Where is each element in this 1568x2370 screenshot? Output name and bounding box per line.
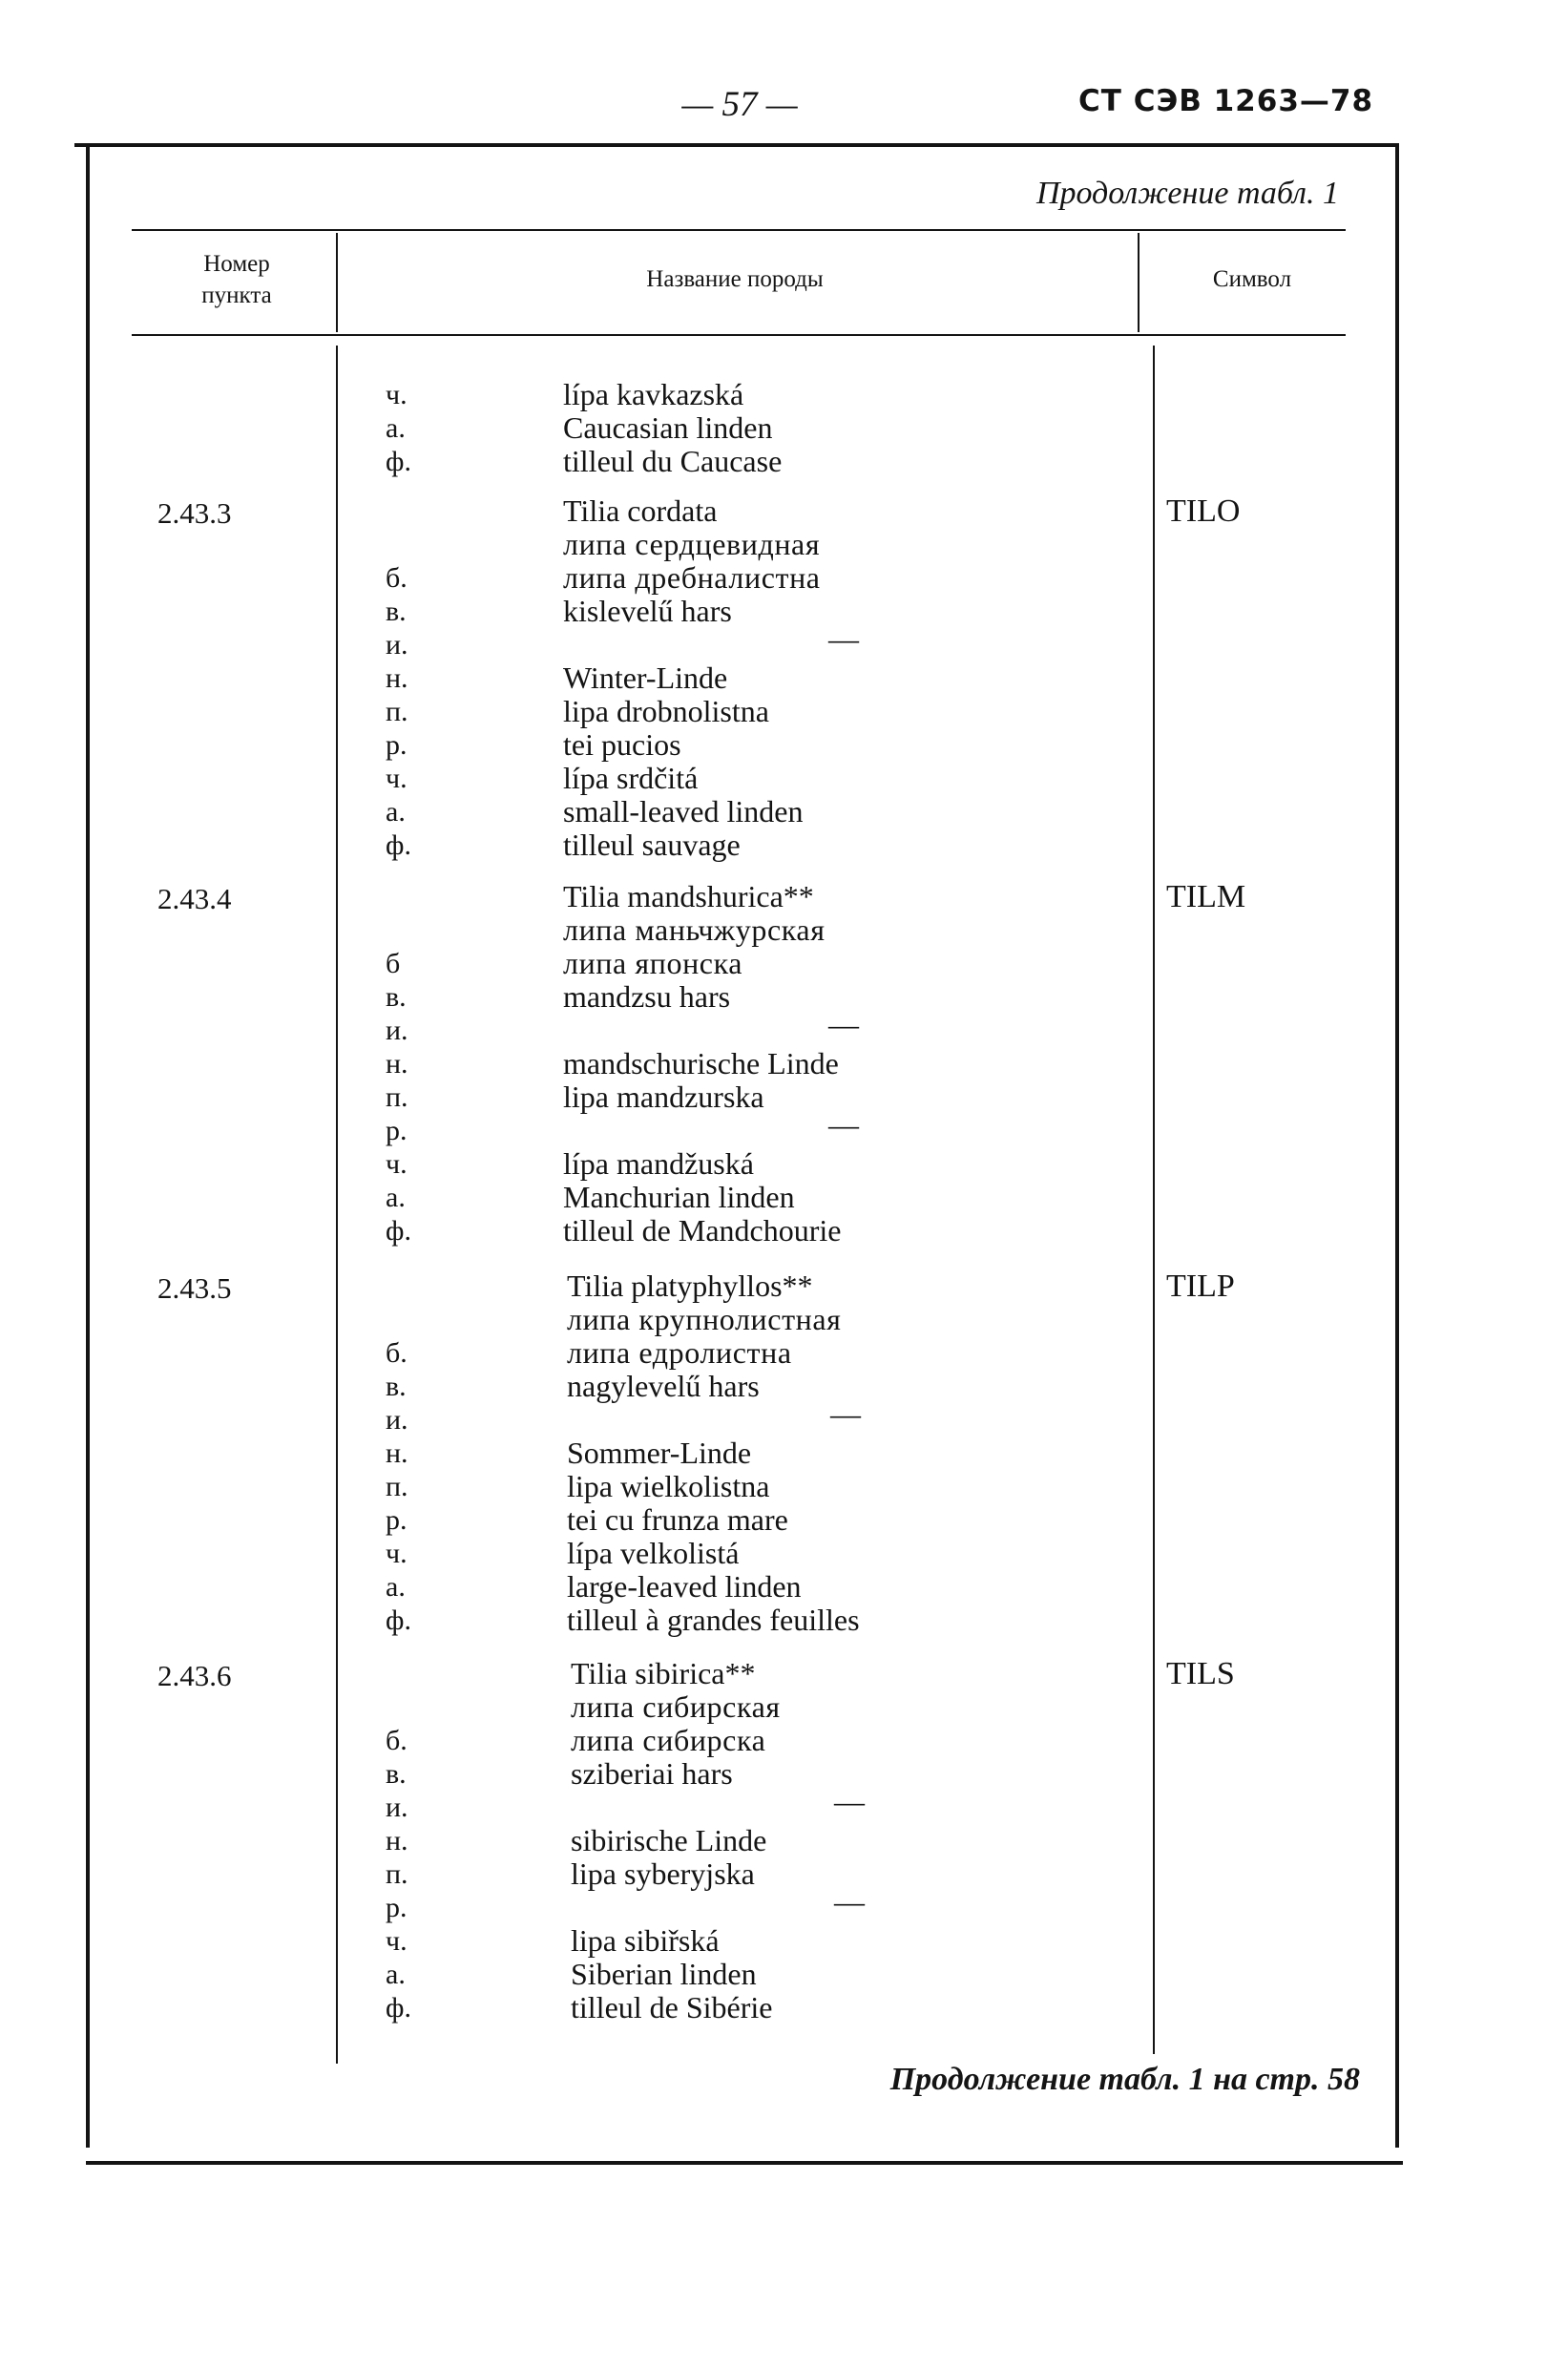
species-name: lipa sibiřská (571, 1923, 720, 1958)
right-frame-rule (1395, 143, 1399, 2148)
species-symbol: TILS (1166, 1656, 1235, 1691)
species-symbol: TILP (1166, 1269, 1235, 1304)
language-abbreviation: и. (386, 629, 408, 661)
species-name: sziberiai hars (571, 1756, 733, 1791)
standard-code: СТ СЭВ 1263—78 (1078, 84, 1374, 118)
species-name: kislevelű hars (563, 594, 732, 628)
table-header-bottom-rule (132, 334, 1346, 336)
language-abbreviation: а. (386, 1182, 406, 1213)
bottom-rule (86, 2161, 1403, 2165)
table-header-top-rule (132, 229, 1346, 231)
species-name: sibirische Linde (571, 1823, 767, 1857)
table-continuation-note: Продолжение табл. 1 на стр. 58 (889, 2062, 1360, 2097)
species-name: mandzsu hars (563, 979, 731, 1014)
header-divider-1 (336, 233, 338, 332)
language-abbreviation: п. (386, 696, 408, 727)
species-name: lipa drobnolistna (563, 694, 769, 728)
species-name: lípa srdčitá (563, 761, 699, 795)
left-frame-rule (86, 143, 90, 2148)
language-abbreviation: н. (386, 1825, 408, 1856)
language-abbreviation: р. (386, 729, 408, 761)
species-symbol: TILM (1166, 879, 1246, 914)
latin-name: Tilia cordata (563, 493, 718, 528)
species-symbol: TILO (1166, 493, 1241, 529)
no-name-dash: — (828, 1007, 859, 1041)
no-name-dash: — (834, 1884, 865, 1919)
species-name: tilleul sauvage (563, 828, 741, 862)
species-name: липа едролистна (567, 1335, 792, 1370)
language-abbreviation: ч. (386, 1148, 408, 1180)
item-number: 2.43.4 (157, 882, 232, 915)
species-name: lipa wielkolistna (567, 1469, 770, 1503)
language-abbreviation: б. (386, 1725, 408, 1756)
item-number: 2.43.5 (157, 1271, 232, 1305)
language-abbreviation: ч. (386, 379, 408, 410)
species-name: lipa mandzurska (563, 1080, 764, 1114)
no-name-dash: — (834, 1784, 865, 1818)
language-abbreviation: п. (386, 1471, 408, 1502)
table-continuation-heading: Продолжение табл. 1 (1035, 176, 1339, 211)
language-abbreviation: б (386, 948, 401, 979)
species-name: Siberian linden (571, 1957, 757, 1991)
species-name: tei cu frunza mare (567, 1502, 788, 1537)
language-abbreviation: а. (386, 412, 406, 444)
species-name: Caucasian linden (563, 410, 773, 445)
russian-name: липа сибирская (571, 1689, 781, 1724)
species-name: липа дребналистна (563, 560, 821, 595)
language-abbreviation: н. (386, 1437, 408, 1469)
species-name: липа сибирска (571, 1723, 766, 1757)
language-abbreviation: н. (386, 662, 408, 694)
language-abbreviation: р. (386, 1115, 408, 1146)
language-abbreviation: б. (386, 562, 408, 594)
russian-name: липа крупнолистная (567, 1302, 842, 1336)
species-name: Winter-Linde (563, 661, 728, 695)
russian-name: липа маньчжурская (563, 912, 826, 947)
language-abbreviation: р. (386, 1892, 408, 1923)
species-name: tilleul du Caucase (563, 444, 783, 478)
language-abbreviation: ч. (386, 1538, 408, 1569)
column-header-symbol: Символ (1212, 266, 1292, 292)
no-name-dash: — (828, 1107, 859, 1142)
russian-name: липа сердцевидная (563, 527, 821, 561)
top-rule (74, 143, 1396, 147)
language-abbreviation: и. (386, 1792, 408, 1823)
language-abbreviation: а. (386, 796, 406, 828)
item-number: 2.43.3 (157, 496, 232, 530)
page-number: — 57 — (681, 85, 798, 124)
language-abbreviation: в. (386, 981, 407, 1013)
species-name: tilleul de Sibérie (571, 1990, 773, 2024)
language-abbreviation: б. (386, 1337, 408, 1369)
language-abbreviation: ф. (386, 1604, 411, 1636)
language-abbreviation: ф. (386, 1992, 411, 2024)
language-abbreviation: п. (386, 1081, 408, 1113)
language-abbreviation: ч. (386, 1925, 408, 1957)
language-abbreviation: в. (386, 1758, 407, 1790)
item-number: 2.43.6 (157, 1659, 232, 1692)
language-abbreviation: а. (386, 1959, 406, 1990)
body-divider-2 (1153, 346, 1155, 2054)
species-name: lípa kavkazská (563, 377, 744, 411)
species-name: tilleul de Mandchourie (563, 1213, 842, 1248)
language-abbreviation: ф. (386, 829, 411, 861)
species-name: mandschurische Linde (563, 1046, 839, 1080)
species-name: small-leaved linden (563, 794, 804, 828)
species-name: Sommer-Linde (567, 1436, 752, 1470)
column-header-name: Название породы (646, 266, 824, 292)
language-abbreviation: в. (386, 596, 407, 627)
species-name: Manchurian linden (563, 1180, 795, 1214)
no-name-dash: — (830, 1396, 861, 1431)
header-divider-2 (1138, 233, 1139, 332)
language-abbreviation: п. (386, 1858, 408, 1890)
language-abbreviation: р. (386, 1504, 408, 1536)
language-abbreviation: и. (386, 1404, 408, 1436)
language-abbreviation: н. (386, 1048, 408, 1080)
no-name-dash: — (828, 621, 859, 656)
species-name: nagylevelű hars (567, 1369, 760, 1403)
species-name: lípa mandžuská (563, 1146, 754, 1181)
latin-name: Tilia mandshurica** (563, 879, 814, 913)
language-abbreviation: в. (386, 1371, 407, 1402)
species-name: large-leaved linden (567, 1569, 802, 1604)
species-name: lípa velkolistá (567, 1536, 740, 1570)
language-abbreviation: а. (386, 1571, 406, 1603)
language-abbreviation: ф. (386, 446, 411, 477)
species-name: tilleul à grandes feuilles (567, 1603, 860, 1637)
latin-name: Tilia sibirica** (571, 1656, 756, 1690)
species-name: tei pucios (563, 727, 681, 762)
species-name: lipa syberyjska (571, 1856, 755, 1891)
language-abbreviation: ч. (386, 763, 408, 794)
body-divider-1 (336, 346, 338, 2064)
language-abbreviation: ф. (386, 1215, 411, 1247)
language-abbreviation: и. (386, 1015, 408, 1046)
column-header-number: Номер пункта (201, 251, 272, 308)
species-name: липа японска (563, 946, 743, 980)
latin-name: Tilia platyphyllos** (567, 1269, 813, 1303)
